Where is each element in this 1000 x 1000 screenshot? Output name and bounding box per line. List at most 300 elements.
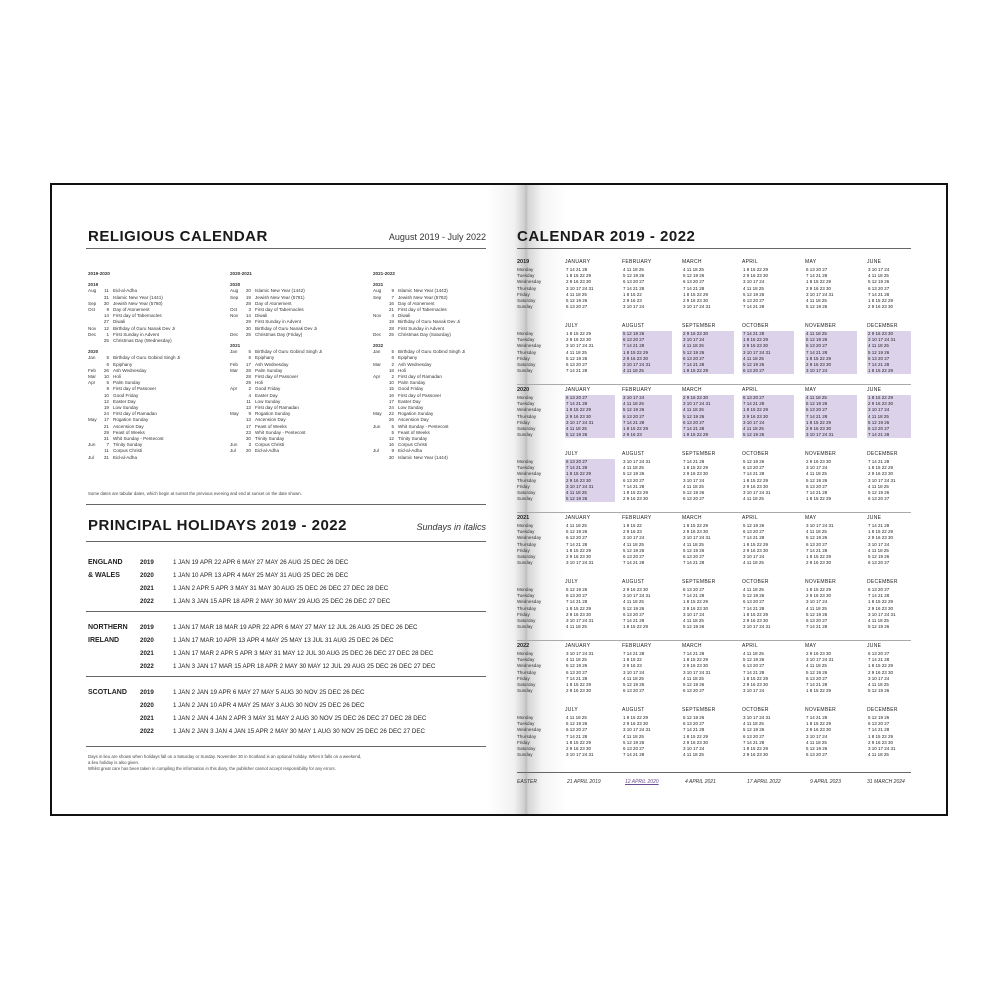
week-row: 5 12 19 26: [806, 611, 828, 617]
week-row: 1 8 15 22 29: [868, 395, 894, 400]
week-row: 1 8 15 22 29: [806, 721, 832, 727]
event-name: Ascension Day: [113, 423, 144, 429]
month-days: [565, 331, 615, 374]
week-row: 7 14 21 28: [683, 459, 705, 464]
month-name: JUNE: [867, 259, 882, 265]
month-days: [682, 331, 734, 374]
week-row: 5 12 19 26: [566, 298, 588, 304]
weekday-label: Sunday: [517, 624, 533, 630]
event-day: 25: [245, 331, 251, 337]
week-row: 3 10 17 24 31: [743, 349, 771, 355]
holiday-row: [140, 558, 348, 567]
event-day: 18: [388, 367, 394, 373]
month-name: JANUARY: [565, 259, 591, 265]
week-row: 5 12 19 26: [743, 523, 765, 528]
week-row: 3 10 17 24: [623, 669, 645, 675]
event-day: 19: [103, 405, 109, 411]
week-row: 7 14 21 28: [868, 291, 890, 297]
holiday-row: [140, 571, 348, 580]
week-row: 1 8 15 22 29: [683, 733, 709, 739]
month-days: [682, 267, 734, 310]
weekday-label: Sunday: [517, 752, 533, 758]
event-name: First Sunday in Advent: [113, 331, 159, 337]
religious-calendar-range: August 2019 - July 2022: [388, 232, 486, 242]
week-row: 5 12 19 26: [806, 304, 828, 310]
event-day: 3: [248, 307, 251, 313]
week-row: 5 12 19 26: [623, 471, 645, 477]
holiday-dates: 1 JAN 10 APR 13 APR 4 MAY 25 MAY 31 AUG 25 DEC 26 DEC: [173, 572, 349, 579]
week-row: 5 12 19 26: [566, 496, 588, 502]
week-row: 4 11 18 25: [623, 465, 644, 471]
week-row: 7 14 21 28: [868, 593, 890, 599]
month-block: [682, 643, 734, 694]
month-block: [805, 451, 857, 502]
week-row: 2 9 16 23 30: [566, 746, 592, 752]
week-row: 2 9 16 23 30: [743, 752, 769, 758]
week-row: 3 10 17 24 31: [566, 618, 594, 624]
week-row: 6 13 20 27: [868, 426, 890, 432]
event-day: 30: [103, 300, 109, 306]
event-name: First Sunday in Advent: [398, 325, 444, 331]
holiday-row: [140, 727, 425, 736]
week-row: 2 9 16 23 30: [806, 362, 832, 368]
event-name: First day of Ramadan: [398, 374, 442, 380]
holiday-dates: 1 JAN 2 JAN 19 APR 6 MAY 27 MAY 5 AUG 30 NOV 25 DEC 26 DEC: [173, 689, 365, 696]
event-name: Trinity Sunday: [255, 436, 285, 442]
weekday-label: Tuesday: [517, 657, 535, 663]
holiday-dates: 1 JAN 17 MAR 18 MAR 19 APR 22 APR 6 MAY 27 MAY 12 JUL 26 AUG 25 DEC 26 DEC: [173, 624, 418, 631]
week-row: 2 9 16 23 30: [743, 483, 769, 489]
week-row: 2 9 16 23: [623, 298, 642, 304]
week-row: 1 8 15 22 29: [806, 419, 832, 425]
event-name: Rogation Sunday: [255, 411, 291, 417]
month-block: [622, 643, 672, 694]
week-row: 2 9 16 23 30: [806, 285, 832, 291]
event-day: 12: [388, 436, 394, 442]
month-name: SEPTEMBER: [682, 323, 716, 329]
event-day: 13: [245, 417, 251, 423]
week-row: 7 14 21 28: [743, 304, 765, 310]
month-days: [622, 331, 672, 374]
weekday-label: Monday: [517, 331, 534, 336]
week-row: 6 13 20 27: [566, 593, 588, 599]
week-row: 6 13 20 27: [743, 663, 765, 669]
region-name: ENGLAND: [88, 559, 123, 566]
event-month: Jun: [373, 423, 381, 429]
week-row: 5 12 19 26: [868, 279, 890, 285]
week-row: 2 9 16 23 30: [868, 471, 894, 477]
month-name: DECEMBER: [867, 707, 898, 713]
week-row: 1 8 15 22 29: [743, 611, 769, 617]
week-row: 2 9 16 23 30: [806, 560, 832, 566]
week-row: 7 14 21 28: [743, 605, 765, 611]
holiday-note-3: Whilst great care has been taken in compiling the information in this diary, the publisher cannot accept responsibility for any errors.: [88, 766, 336, 771]
weekday-label: Monday: [517, 523, 534, 528]
month-name: FEBRUARY: [622, 387, 652, 393]
week-row: 1 8 15 22 29: [806, 279, 832, 285]
week-row: 1 8 15 22 29: [566, 273, 592, 279]
event-month: Apr: [88, 380, 96, 386]
week-row: 6 13 20 27: [868, 560, 890, 566]
week-row: 6 13 20 27: [623, 413, 645, 419]
month-name: SEPTEMBER: [682, 451, 716, 457]
week-row: 6 13 20 27: [623, 554, 645, 560]
easter-date: 31 MARCH 2024: [867, 779, 905, 785]
region-name: SCOTLAND: [88, 689, 127, 696]
week-row: 3 10 17 24: [868, 541, 890, 547]
holidays-title: PRINCIPAL HOLIDAYS 2019 - 2022: [88, 517, 347, 534]
month-days: [565, 587, 615, 630]
month-name: APRIL: [742, 259, 758, 265]
weekday-label: Thursday: [517, 285, 537, 291]
week-row: 4 11 18 25: [566, 349, 587, 355]
event-name: Diwali: [398, 313, 411, 319]
month-days: [742, 459, 794, 502]
region-rule: [86, 676, 486, 677]
week-row: 2 9 16 23 30: [566, 688, 592, 694]
weekday-label: Sunday: [517, 688, 533, 694]
month-name: APRIL: [742, 515, 758, 521]
week-row: 1 8 15 22 29: [683, 523, 709, 528]
week-row: 1 8 15 22 29: [743, 541, 769, 547]
month-block: [682, 387, 734, 438]
weekday-label: Wednesday: [517, 663, 542, 669]
week-row: 4 11 18 25: [623, 599, 644, 605]
easter-date: 17 APRIL 2022: [747, 779, 781, 785]
month-days: [805, 267, 857, 310]
week-row: 4 11 18 25: [806, 298, 827, 304]
month-days: [622, 395, 672, 438]
right-page: [517, 228, 911, 808]
week-row: 5 12 19 26: [683, 490, 705, 496]
event-name: Birthday of Guru Gobind Singh Ji: [113, 355, 181, 361]
region-name: & WALES: [88, 572, 120, 579]
week-row: 6 13 20 27: [806, 407, 828, 413]
event-month: Nov: [373, 313, 382, 319]
event-name: Birthday of Guru Gobind Singh Ji: [398, 349, 466, 355]
week-row: 6 13 20 27: [683, 279, 705, 285]
month-name: AUGUST: [622, 451, 645, 457]
holidays-subtitle: Sundays in italics: [416, 522, 486, 532]
week-row: 2 9 16 23 30: [683, 471, 709, 477]
week-row: 4 11 18 25: [743, 721, 764, 727]
religious-year-heading: 2021: [373, 282, 384, 288]
month-name: JANUARY: [565, 643, 591, 649]
week-row: 3 10 17 24: [868, 675, 890, 681]
week-row: 6 13 20 27: [566, 362, 588, 368]
month-days: [622, 523, 672, 566]
week-row: 4 11 18 25: [566, 490, 587, 496]
event-day: 25: [103, 338, 109, 344]
holiday-dates: 1 JAN 2 APR 5 APR 3 MAY 31 MAY 30 AUG 25 DEC 26 DEC 27 DEC 28 DEC: [173, 585, 389, 592]
weekday-label: Monday: [517, 395, 534, 400]
week-row: 2 9 16 23 30: [868, 605, 894, 611]
weekday-label: Thursday: [517, 477, 537, 483]
weekday-column: [517, 715, 557, 758]
event-day: 26: [388, 417, 394, 423]
week-row: 1 8 15 22 29: [683, 465, 709, 471]
week-row: 7 14 21 28: [566, 675, 588, 681]
week-row: 5 12 19 26: [566, 529, 588, 535]
event-name: Islamic New Year (1442): [255, 288, 305, 294]
week-row: 1 8 15 22 29: [683, 368, 709, 374]
month-block: [622, 323, 672, 374]
week-row: 5 12 19 26: [566, 432, 588, 438]
event-day: 31: [103, 454, 109, 460]
week-row: 6 13 20 27: [566, 727, 588, 733]
month-days: [867, 523, 911, 566]
month-name: OCTOBER: [742, 579, 769, 585]
week-row: 5 12 19 26: [683, 413, 705, 419]
easter-label: EASTER: [517, 779, 538, 785]
week-row: 5 12 19 26: [868, 419, 890, 425]
weekday-label: Sunday: [517, 560, 533, 566]
event-day: 29: [245, 380, 251, 386]
week-row: 3 10 17 24: [683, 746, 705, 752]
week-row: 5 12 19 26: [868, 688, 890, 694]
weekday-label: Friday: [517, 419, 530, 425]
month-name: MARCH: [682, 259, 702, 265]
event-day: 15: [388, 386, 394, 392]
event-name: Palm Sunday: [255, 367, 283, 373]
week-row: 5 12 19 26: [623, 331, 645, 336]
week-row: 5 12 19 26: [806, 746, 828, 752]
week-row: 1 8 15 22 29: [623, 426, 649, 432]
month-block: [622, 451, 672, 502]
year-label: 2021: [517, 515, 530, 521]
week-row: 5 12 19 26: [566, 587, 588, 592]
week-row: 3 10 17 24 31: [623, 459, 651, 464]
month-block: [742, 451, 794, 502]
weekday-column: [517, 459, 557, 502]
event-name: Holi: [398, 367, 406, 373]
event-day: 17: [388, 398, 394, 404]
event-name: Corpus Christi: [398, 442, 428, 448]
week-row: 1 8 15 22 29: [868, 599, 894, 605]
event-day: 24: [388, 405, 394, 411]
weekday-label: Saturday: [517, 426, 536, 432]
week-row: 2 9 16 23 30: [683, 298, 709, 304]
event-name: First day of Passover: [113, 386, 157, 392]
month-block: [805, 323, 857, 374]
week-row: 4 11 18 25: [683, 407, 704, 413]
weekday-label: Saturday: [517, 490, 536, 496]
week-row: 4 11 18 25: [623, 733, 644, 739]
week-row: 6 13 20 27: [566, 395, 588, 400]
event-name: Jewish New Year (5781): [255, 294, 305, 300]
week-row: 6 13 20 27: [806, 618, 828, 624]
weekday-label: Tuesday: [517, 273, 535, 279]
week-row: 7 14 21 28: [683, 426, 705, 432]
holiday-year: 2021: [140, 650, 154, 657]
event-name: Low Sunday: [255, 398, 281, 404]
week-row: 1 8 15 22 29: [623, 624, 649, 630]
week-row: 3 10 17 24: [806, 599, 828, 605]
week-row: 4 11 18 25: [806, 605, 827, 611]
month-name: JUNE: [867, 387, 882, 393]
event-name: Good Friday: [113, 392, 139, 398]
event-month: Jun: [88, 442, 96, 448]
week-row: 4 11 18 25: [683, 267, 704, 272]
month-block: [682, 579, 734, 630]
event-day: 17: [245, 423, 251, 429]
week-row: 1 8 15 22 29: [868, 529, 894, 535]
week-row: 3 10 17 24 31: [743, 490, 771, 496]
week-row: 2 9 16 23 30: [683, 395, 709, 400]
week-row: 6 13 20 27: [623, 279, 645, 285]
month-block: [565, 643, 615, 694]
event-day: 28: [245, 374, 251, 380]
week-row: 2 9 16 23 30: [743, 343, 769, 349]
event-month: Apr: [373, 374, 381, 380]
calendar-year: [517, 387, 911, 515]
month-days: [867, 395, 911, 438]
month-name: JUNE: [867, 643, 882, 649]
month-block: [867, 515, 911, 566]
week-row: 1 8 15 22 29: [868, 465, 894, 471]
weekday-label: Tuesday: [517, 337, 535, 343]
event-day: 20: [245, 448, 251, 454]
event-name: Whit Sunday - Pentecost: [398, 423, 449, 429]
month-name: FEBRUARY: [622, 643, 652, 649]
month-days: [565, 715, 615, 758]
month-block: [622, 515, 672, 566]
week-row: 6 13 20 27: [868, 355, 890, 361]
event-day: 12: [103, 325, 109, 331]
event-name: Birthday of Guru Gobind Singh Ji: [255, 349, 323, 355]
month-block: [742, 643, 794, 694]
event-month: Jan: [230, 349, 238, 355]
week-row: 3 10 17 24: [743, 419, 765, 425]
year-rule: [517, 512, 911, 513]
event-day: 5: [106, 380, 109, 386]
week-row: 7 14 21 28: [566, 401, 588, 407]
week-row: 4 11 18 25: [683, 541, 704, 547]
month-block: [682, 259, 734, 310]
week-row: 1 8 15 22 29: [566, 682, 592, 688]
weekday-label: Monday: [517, 459, 534, 464]
religious-year-heading: 2021: [230, 343, 241, 349]
event-name: First day of Tabernacles: [255, 307, 304, 313]
month-block: [805, 643, 857, 694]
week-row: 7 14 21 28: [683, 593, 705, 599]
holiday-row: [140, 584, 388, 593]
holiday-year: 2022: [140, 598, 154, 605]
week-row: 2 9 16 23 30: [743, 413, 769, 419]
week-row: 6 13 20 27: [806, 752, 828, 758]
event-day: 4: [248, 392, 251, 398]
event-day: 9: [391, 288, 394, 294]
religious-event-row: [88, 338, 218, 344]
event-month: Sep: [230, 294, 239, 300]
weekday-label: Tuesday: [517, 721, 535, 727]
weekday-label: Saturday: [517, 362, 536, 368]
week-row: 6 13 20 27: [868, 721, 890, 727]
month-days: [742, 331, 794, 374]
month-name: MAY: [805, 643, 817, 649]
week-row: 6 13 20 27: [623, 477, 645, 483]
event-day: 5: [391, 349, 394, 355]
week-row: 3 10 17 24 31: [623, 727, 651, 733]
year-rule: [517, 384, 911, 385]
week-row: 3 10 17 24: [743, 554, 765, 560]
week-row: 5 12 19 26: [566, 663, 588, 669]
week-row: 6 13 20 27: [683, 355, 705, 361]
event-name: Feast of Weeks: [113, 429, 145, 435]
month-days: [622, 715, 672, 758]
week-row: 2 9 16 23 30: [566, 279, 592, 285]
month-name: MAY: [805, 515, 817, 521]
week-row: 1 8 15 22 29: [566, 407, 592, 413]
week-row: 7 14 21 28: [868, 362, 890, 368]
event-name: Christmas Day (Friday): [255, 331, 303, 337]
week-row: 6 13 20 27: [743, 599, 765, 605]
week-row: 3 10 17 24 31: [868, 477, 896, 483]
left-page: [86, 228, 486, 808]
event-name: Whit Sunday - Pentecost: [113, 436, 164, 442]
easter-date: 9 APRIL 2023: [810, 779, 841, 785]
event-day: 9: [106, 386, 109, 392]
month-days: [805, 523, 857, 566]
weekday-column: [517, 267, 557, 310]
week-row: 3 10 17 24 31: [566, 560, 594, 566]
week-row: 2 9 16 23 30: [623, 587, 649, 592]
holiday-note-1: Days in lieu are shown when holidays fall on a Saturday or Sunday. November 30 in Scotland is an optional holiday. When it falls on a weekend,: [88, 754, 362, 759]
event-day: 31: [103, 436, 109, 442]
week-row: 6 13 20 27: [566, 459, 588, 464]
month-name: MAY: [805, 387, 817, 393]
holiday-dates: 1 JAN 2 JAN 10 APR 4 MAY 25 MAY 3 AUG 30 NOV 25 DEC 26 DEC: [173, 702, 365, 709]
weekday-label: Tuesday: [517, 593, 535, 599]
week-row: 4 11 18 25: [868, 343, 889, 349]
event-name: Trinity Sunday: [113, 442, 143, 448]
event-day: 30: [245, 325, 251, 331]
week-row: 7 14 21 28: [743, 331, 765, 336]
holiday-row: [140, 649, 433, 658]
week-row: 3 10 17 24 31: [806, 432, 834, 438]
religious-year-heading: 2019-2020: [88, 271, 110, 276]
weekday-label: Saturday: [517, 746, 536, 752]
week-row: 2 9 16 23 30: [566, 337, 592, 343]
week-row: 5 12 19 26: [743, 459, 765, 464]
event-day: 7: [106, 442, 109, 448]
week-row: 6 13 20 27: [743, 529, 765, 535]
event-name: Birthday of Guru Nanak Dev Ji: [398, 319, 461, 325]
week-row: 7 14 21 28: [806, 624, 828, 630]
event-month: Nov: [230, 313, 239, 319]
week-row: 6 13 20 27: [683, 419, 705, 425]
week-row: 5 12 19 26: [806, 337, 828, 343]
event-day: 1: [106, 331, 109, 337]
week-row: 2 9 16 23 30: [806, 426, 832, 432]
week-row: 4 11 18 25: [623, 267, 644, 272]
week-row: 3 10 17 24: [683, 477, 705, 483]
week-row: 4 11 18 25: [683, 618, 704, 624]
week-row: 1 8 15 22 29: [566, 547, 592, 553]
month-block: [742, 707, 794, 758]
week-row: 3 10 17 24 31: [743, 624, 771, 630]
month-days: [682, 523, 734, 566]
week-row: 5 12 19 26: [623, 407, 645, 413]
week-row: 3 10 17 24: [623, 535, 645, 541]
calendar-year: [517, 515, 911, 643]
holiday-dates: 1 JAN 2 JAN 4 JAN 2 APR 3 MAY 31 MAY 2 AUG 30 NOV 25 DEC 26 DEC 27 DEC 28 DEC: [173, 715, 427, 722]
week-row: 4 11 18 25: [743, 496, 764, 502]
event-day: 10: [103, 392, 109, 398]
week-row: 6 13 20 27: [683, 688, 705, 694]
month-block: [867, 323, 911, 374]
week-row: 4 11 18 25: [868, 682, 889, 688]
